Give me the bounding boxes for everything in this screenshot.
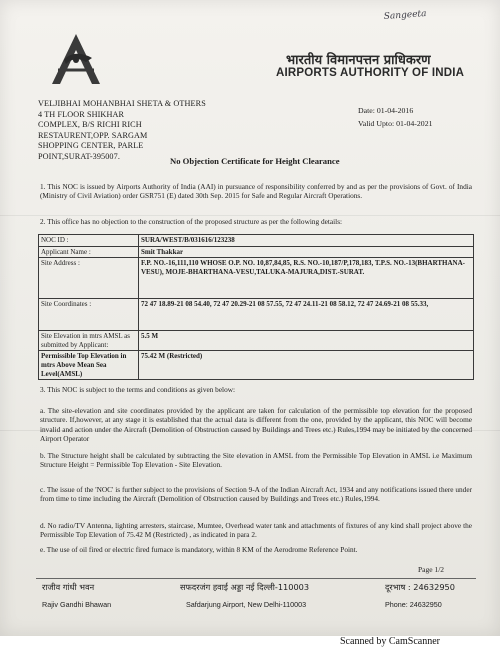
footer-divider: [36, 578, 476, 579]
dates-block: [358, 104, 433, 130]
row-label: Site Address :: [39, 258, 139, 299]
condition-e: e. The use of oil fired or electric fired furnace is mandatory, within 8 KM of the Aerodrome Reference Point.: [40, 545, 358, 554]
row-label: Applicant Name :: [39, 246, 139, 258]
addressee-line: RESTAURENT,OPP. SARGAM: [38, 130, 148, 140]
row-label: Site Elevation in mtrs AMSL as submitted by Applicant:: [39, 331, 139, 351]
table-row: [39, 331, 474, 351]
row-value: 72 47 18.89-21 08 54.40, 72 47 20.29-21 08 57.55, 72 47 24.11-21 08 58.12, 72 47 24.69-21 08 55.33,: [139, 299, 474, 331]
row-value: Smit Thakkar: [139, 246, 474, 258]
footer-building-english: Rajiv Gandhi Bhawan: [42, 600, 112, 609]
table-row: [39, 246, 474, 258]
scanner-watermark: Scanned by CamScanner: [340, 636, 440, 647]
paragraph-2: 2. This office has no objection to the construction of the proposed structure as per the following details:: [40, 217, 343, 226]
document-title: No Objection Certificate for Height Clearance: [170, 156, 340, 166]
paper-fold: [0, 215, 500, 216]
table-row: [39, 235, 474, 247]
condition-d: d. No radio/TV Antenna, lighting arresters, staircase, Mumtee, Overhead water tank and attachments of fixtures of any kind shall project above the Permissible Top Elevation of 75.42 M (Restricted) , as indicated in para 2.: [40, 521, 472, 540]
row-value: 75.42 M (Restricted): [139, 351, 474, 380]
paragraph-1: 1. This NOC is issued by Airports Authority of India (AAI) in pursuance of responsibility conferred by and as per the provisions of Govt. of India (Ministry of Civil Aviation) order GSR751 (E) dated 30th Sep. 2015 for Safe and Regular Aircraft Operations.: [40, 182, 472, 201]
footer-address-english: Safdarjung Airport, New Delhi-110003: [186, 600, 307, 609]
footer-address-hindi: सफदरजंग हवाई अड्डा नई दिल्ली-110003: [180, 582, 310, 592]
paragraph-3: 3. This NOC is subject to the terms and conditions as given below:: [40, 385, 236, 394]
noc-details-table: [38, 234, 474, 380]
addressee-line: SHOPPING CENTER, PARLE: [38, 141, 144, 150]
addressee-line: VELJIBHAI MOHANBHAI SHETA & OTHERS: [38, 99, 206, 108]
addressee-line: 4 TH FLOOR SHIKHAR: [38, 109, 125, 119]
table-row: [39, 299, 474, 331]
condition-a: a. The site-elevation and site coordinates provided by the applicant are taken for calculation of the permissible top elevation for the proposed structure. If,however, at any stage it is established that the actual data is different from the one, provided by the applicant, this NOC will become invalid and action under the Aircraft (Demolition of Obstruction caused by Buildings and Trees etc.) Rules,1994 may be initiated by the concerned Airport Operator: [40, 406, 472, 444]
condition-c: c. The issue of the 'NOC' is further subject to the provisions of Section 9-A of the Indian Aircraft Act, 1934 and any notifications issued there under from time to time including the Aircraft (Demolition of Obstruction caused by Buildings and Trees etc.) Rules,1994.: [40, 485, 472, 504]
handwritten-signature: Sangeeta: [383, 9, 427, 23]
issue-date: Date: 01-04-2016: [358, 106, 414, 115]
row-label: Site Coordinates :: [39, 299, 139, 331]
table-row: [39, 258, 474, 299]
aai-logo-icon: [44, 30, 108, 88]
row-value: F.P. NO.-16,111,110 WHOSE O.P. NO. 10,87,84,85, R.S. NO.-10,187/P,178,183, T.P.S. NO.-13(BHARTHANA-VESU), MOJE-BHARTHANA-VESU,TALUKA-MAJURA,DIST.-SURAT.: [139, 258, 474, 299]
row-value: 5.5 M: [139, 331, 474, 351]
addressee-line: COMPLEX, B/S RICHI RICH: [38, 120, 142, 129]
valid-upto-date: Valid Upto: 01-04-2021: [358, 119, 433, 128]
condition-b: b. The Structure height shall be calculated by subtracting the Site elevation in AMSL from the Permissible Top Elevation in AMSL i.e Maximum Structure Height = Permissible Top Elevation - Site Elevation.: [40, 451, 472, 470]
row-value: SURA/WEST/B/031616/123238: [139, 235, 474, 247]
footer-phone-hindi: दूरभाष : 24632950: [385, 582, 455, 592]
footer-phone-english: Phone: 24632950: [385, 600, 442, 609]
addressee-line: POINT,SURAT-395007.: [38, 151, 120, 161]
org-name-english: AIRPORTS AUTHORITY OF INDIA: [276, 67, 465, 79]
addressee-block: [38, 99, 218, 162]
row-label: Permissible Top Elevation in mtrs Above Mean Sea Level(AMSL): [39, 351, 139, 380]
org-name-hindi: भारतीय विमानपत्तन प्राधिकरण: [286, 53, 431, 68]
page-number: Page 1/2: [418, 565, 445, 574]
row-label: NOC ID :: [39, 235, 139, 247]
footer-building-hindi: राजीव गांधी भवन: [42, 582, 95, 592]
table-row: [39, 351, 474, 380]
